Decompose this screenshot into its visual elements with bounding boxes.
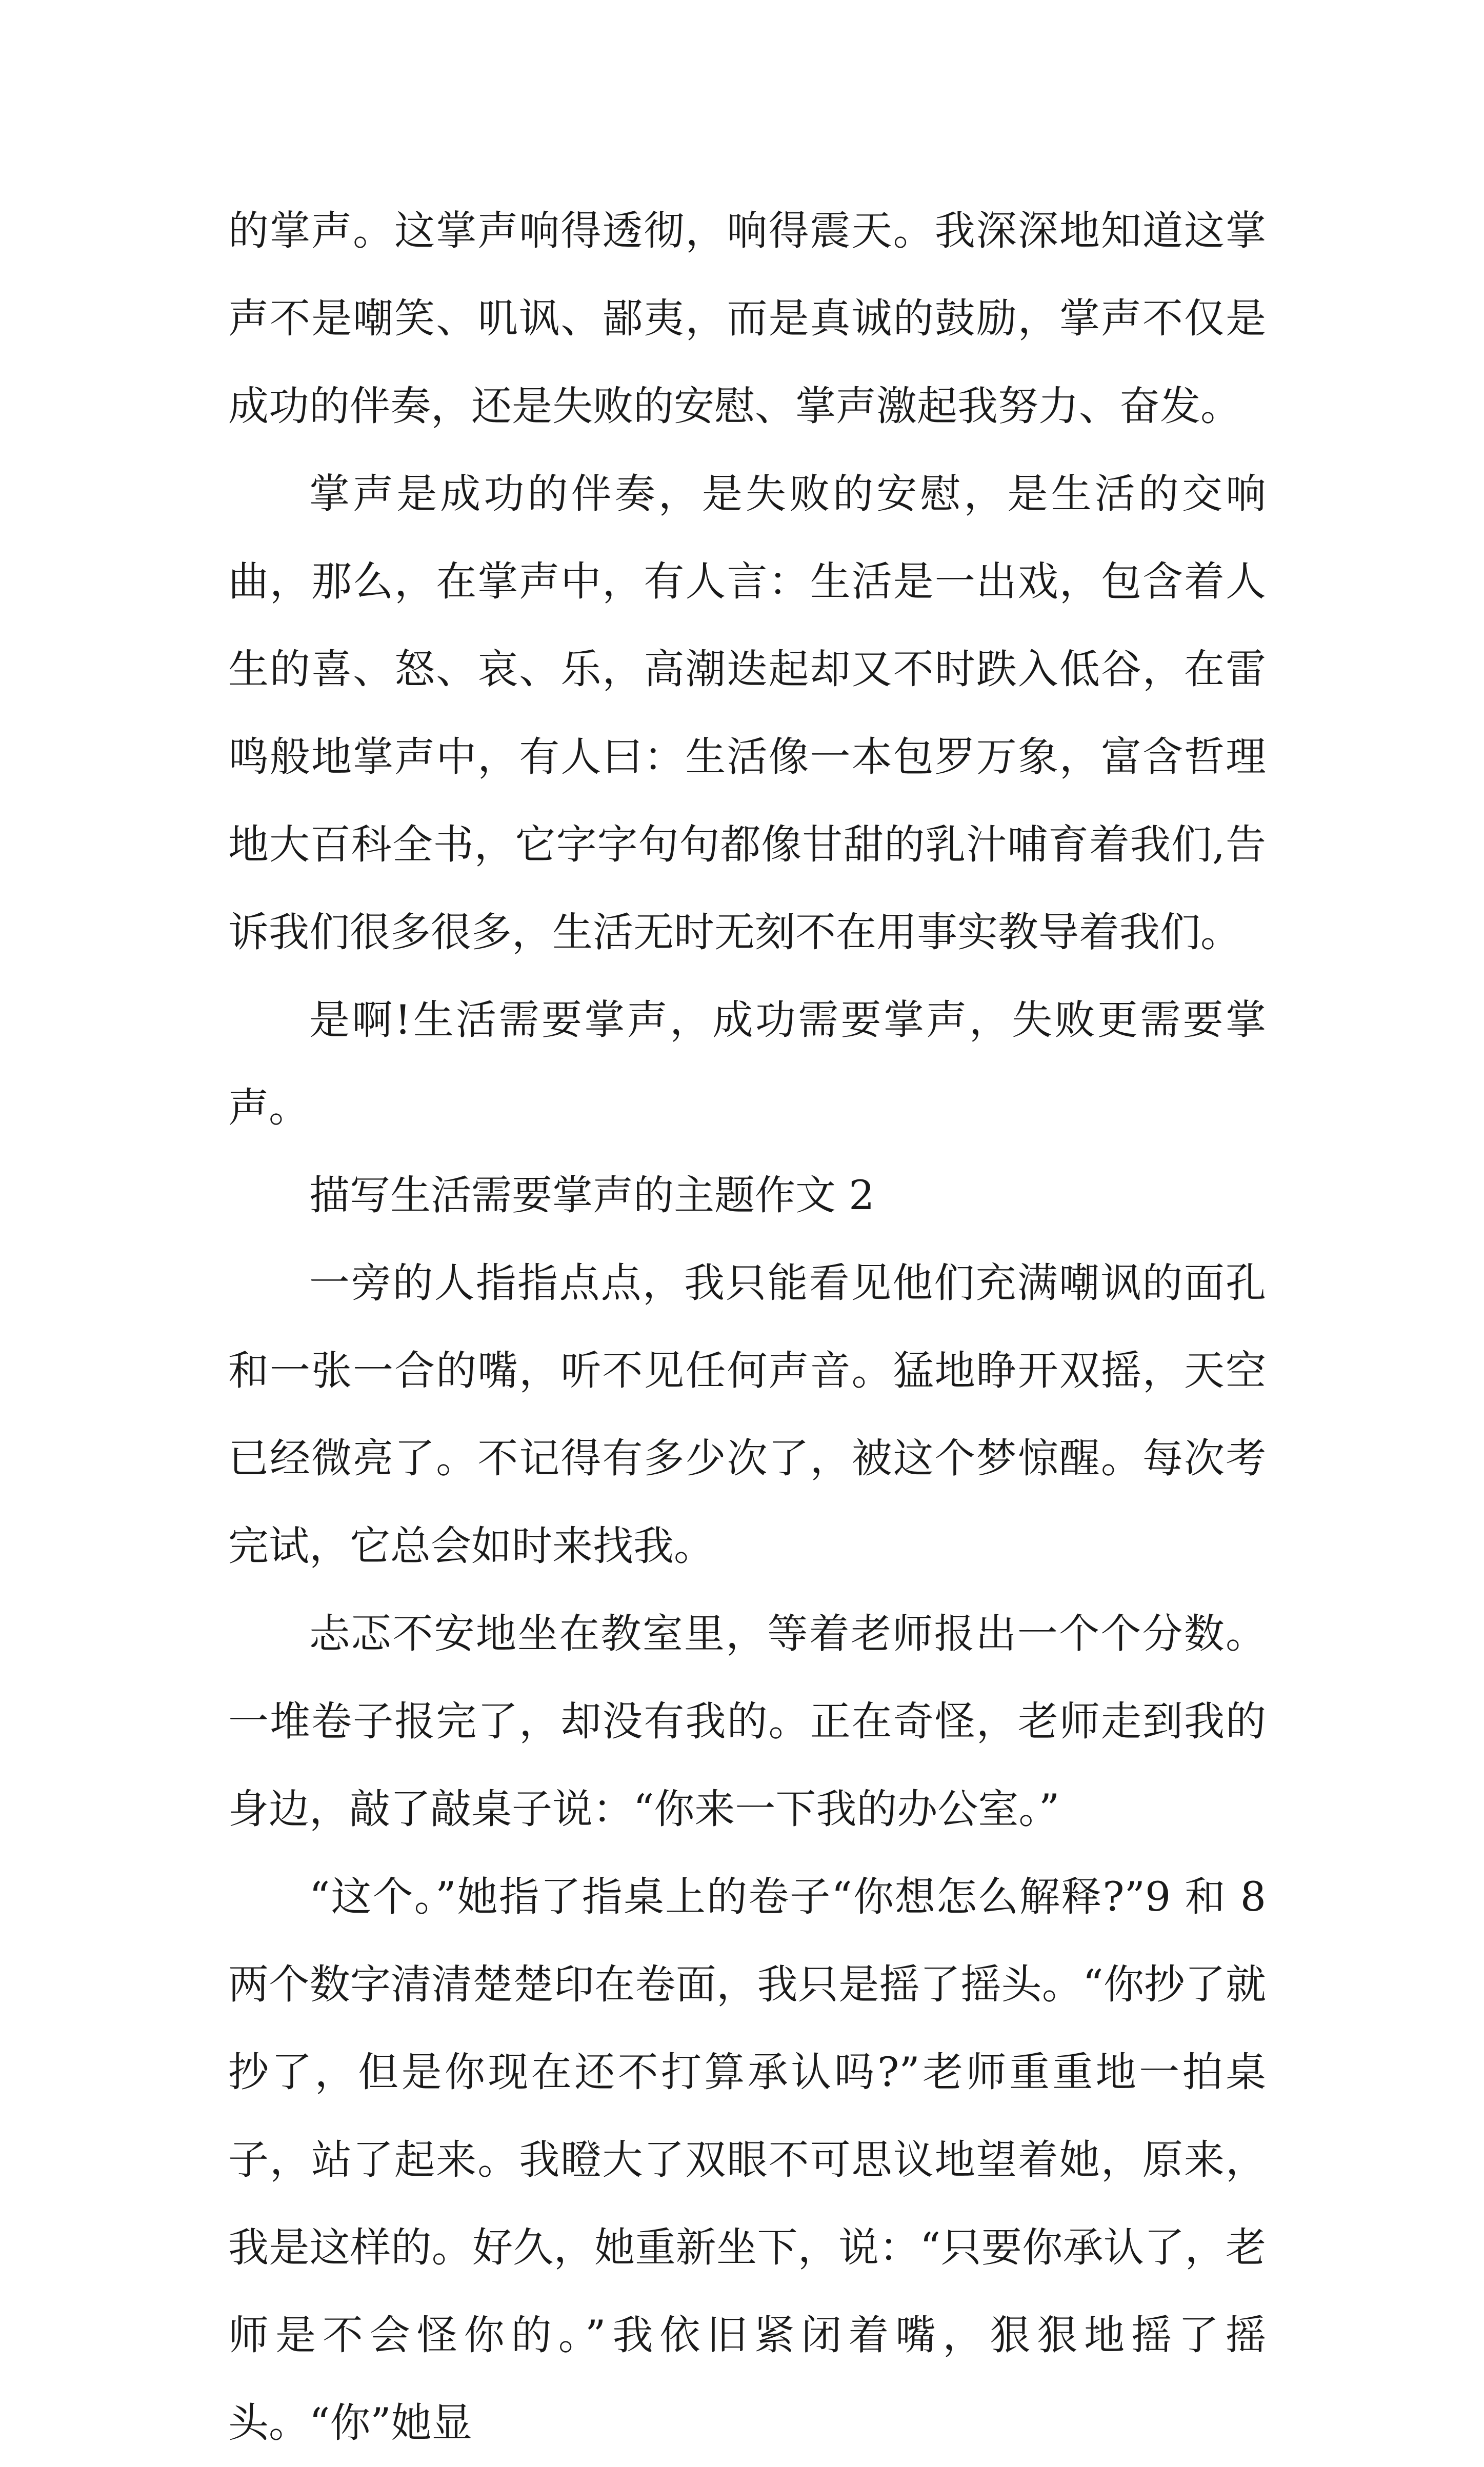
document-body — [228, 187, 1266, 2467]
paragraph-1: 的掌声。这掌声响得透彻，响得震天。我深深地知道这掌声不是嘲笑、叽讽、鄙夷，而是真诚的鼓励，掌声不仅是成功的伴奏，还是失败的安慰、掌声激起我努力、奋发。 — [228, 207, 1266, 430]
paragraph-6: “这个。”她指了指桌上的卷子“你想怎么解释?”9 和 8 两个数字清清楚楚印在卷面，我只是摇了摇头。“你抄了就抄了，但是你现在还不打算承认吗?”老师重重地一拍桌子，站了起来。我瞪大了双眼不可思议地望着她，原来，我是这样的。好久，她重新坐下，说：“只要你承认了，老师是不会怪你的。”我依旧紧闭着嘴，狠狠地摇了摇头。“你”她显 — [228, 1873, 1266, 2446]
paragraph-4: 一旁的人指指点点，我只能看见他们充满嘲讽的面孔和一张一合的嘴，听不见任何声音。猛地睁开双摇，天空已经微亮了。不记得有多少次了，被这个梦惊醒。每次考完试，它总会如时来找我。 — [228, 1259, 1266, 1570]
section-heading: 描写生活需要掌声的主题作文 2 — [309, 1172, 875, 1219]
paragraph-5: 忐忑不安地坐在教室里，等着老师报出一个个分数。一堆卷子报完了，却没有我的。正在奇怪，老师走到我的身边，敲了敲桌子说：“你来一下我的办公室。” — [228, 1610, 1266, 1833]
paragraph-2: 掌声是成功的伴奏，是失败的安慰，是生活的交响曲，那么，在掌声中，有人言：生活是一出戏，包含着人生的喜、怒、哀、乐，高潮迭起却又不时跌入低谷，在雷鸣般地掌声中，有人曰：生活像一本包罗万象，富含哲理地大百科全书，它字字句句都像甘甜的乳汁哺育着我们,告诉我们很多很多，生活无时无刻不在用事实教导着我们。 — [228, 470, 1266, 956]
paragraph-3: 是啊!生活需要掌声，成功需要掌声，失败更需要掌声。 — [228, 996, 1266, 1131]
